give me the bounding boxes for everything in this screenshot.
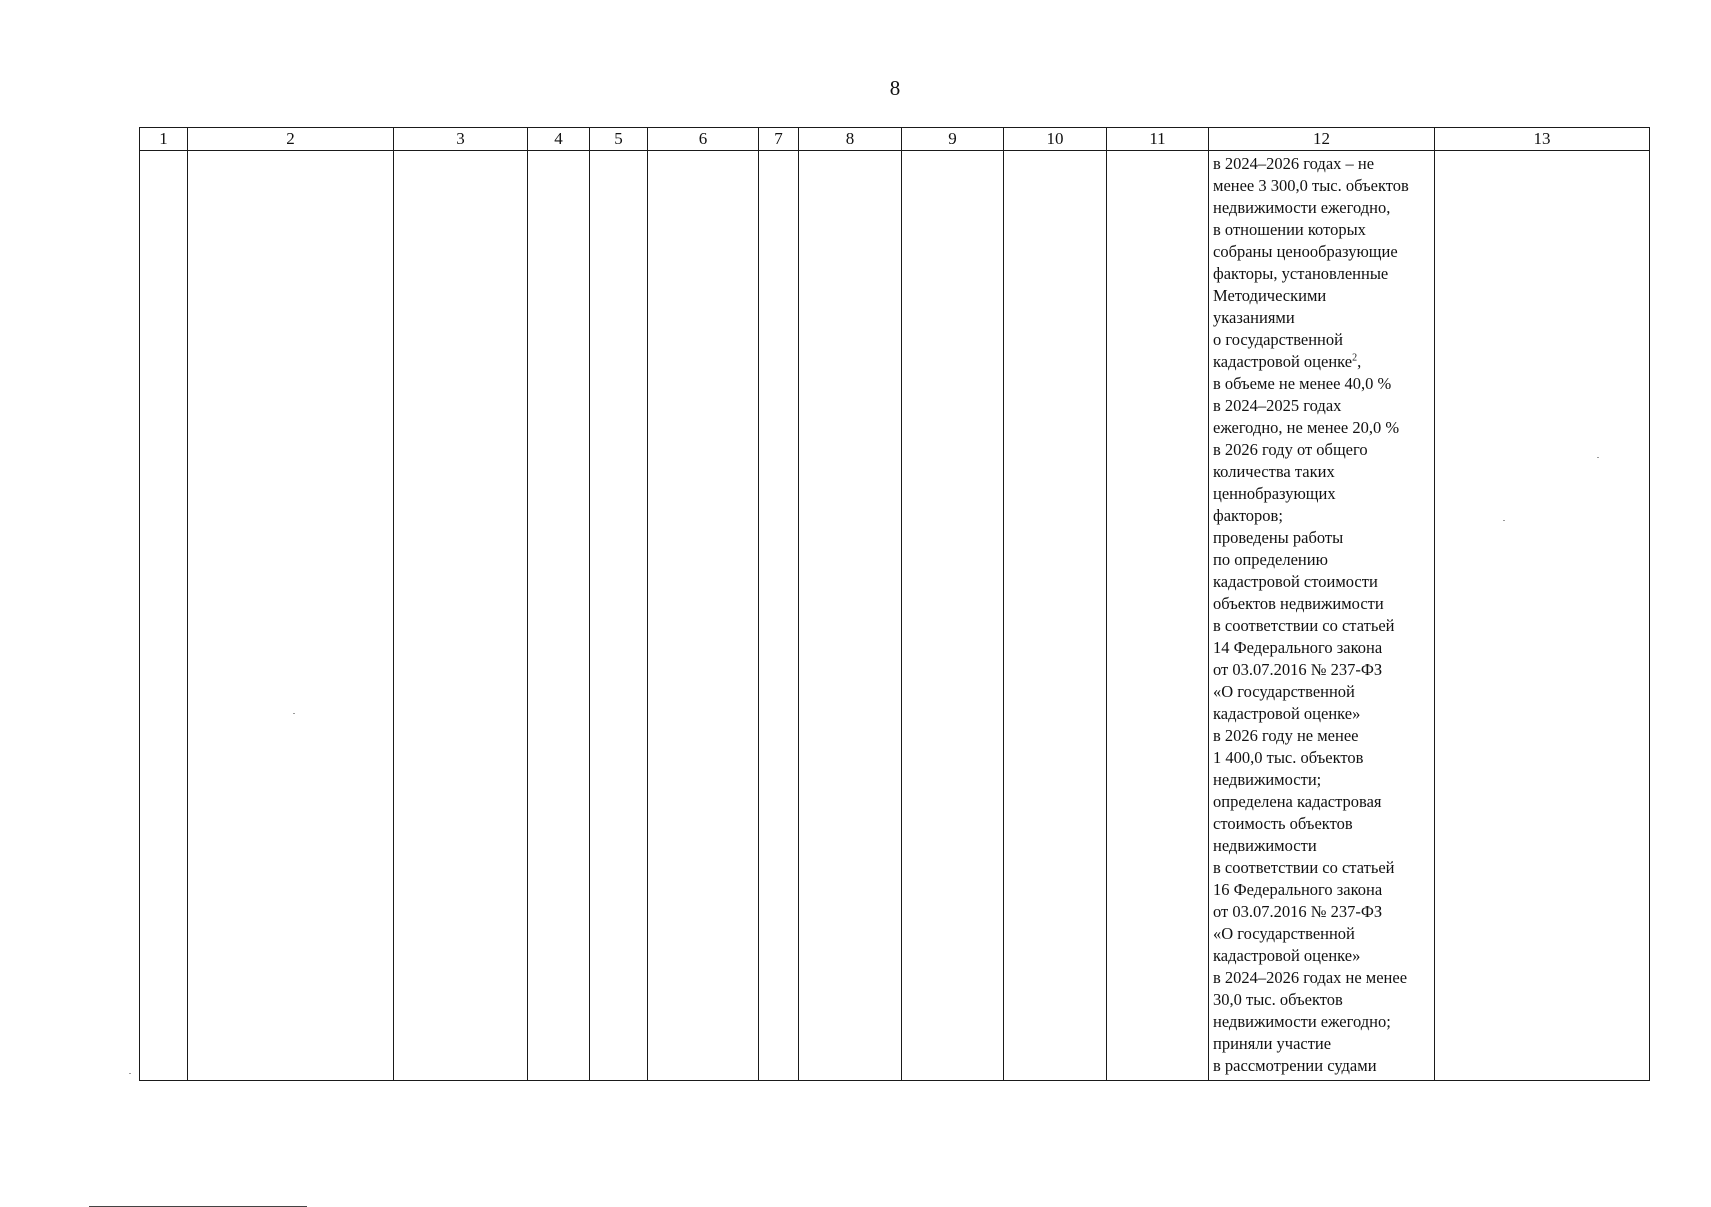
- col12-line: в соответствии со статьей: [1213, 858, 1395, 877]
- col12-line: в 2026 году от общего: [1213, 440, 1368, 459]
- col12-line: собраны ценообразующие: [1213, 242, 1398, 261]
- col12-line: по определению: [1213, 550, 1328, 569]
- cell-col-12: [1209, 151, 1435, 1081]
- col-header-10: 10: [1004, 128, 1107, 151]
- footnote-marker-suffix: ,: [1357, 352, 1362, 371]
- col12-line: о государственной: [1213, 330, 1343, 349]
- page-number: 8: [889, 76, 901, 100]
- col12-line: ценнобразующих: [1213, 484, 1336, 503]
- cell-col-4: [528, 151, 590, 1081]
- scan-speck: [129, 1073, 131, 1074]
- col12-line: в 2026 году не менее: [1213, 726, 1359, 745]
- col12-line: «О государственной: [1213, 924, 1355, 943]
- col12-line: кадастровой оценке»: [1213, 946, 1361, 965]
- col12-line: недвижимости;: [1213, 770, 1322, 789]
- col12-line: 30,0 тыс. объектов: [1213, 990, 1343, 1009]
- col12-line: объектов недвижимости: [1213, 594, 1384, 613]
- col-header-7: 7: [759, 128, 799, 151]
- col12-line: кадастровой оценке»: [1213, 704, 1361, 723]
- col-header-8: 8: [799, 128, 902, 151]
- cell-col-6: [648, 151, 759, 1081]
- col12-line: стоимость объектов: [1213, 814, 1353, 833]
- cell-col-3: [394, 151, 528, 1081]
- col12-text: [1209, 151, 1434, 1077]
- cell-col-7: [759, 151, 799, 1081]
- col-header-3: 3: [394, 128, 528, 151]
- scan-speck: [1503, 520, 1505, 521]
- cell-col-5: [590, 151, 648, 1081]
- cell-col-10: [1004, 151, 1107, 1081]
- col-header-1: 1: [140, 128, 188, 151]
- data-table: [139, 127, 1650, 1081]
- col12-line: недвижимости ежегодно;: [1213, 1012, 1391, 1031]
- col12-line: от 03.07.2016 № 237-ФЗ: [1213, 902, 1383, 921]
- cell-col-11: [1107, 151, 1209, 1081]
- col12-line: кадастровой стоимости: [1213, 572, 1378, 591]
- col12-line: ежегодно, не менее 20,0 %: [1213, 418, 1400, 437]
- col12-line: «О государственной: [1213, 682, 1355, 701]
- col12-line: в 2024–2026 годах не менее: [1213, 968, 1408, 987]
- cell-col-9: [902, 151, 1004, 1081]
- col-header-11: 11: [1107, 128, 1209, 151]
- cell-col-13: [1435, 151, 1650, 1081]
- scan-speck: [1597, 457, 1599, 458]
- col12-line: в отношении которых: [1213, 220, 1366, 239]
- col12-line: кадастровой оценке$^2$,: [1213, 352, 1362, 371]
- col12-line: 16 Федерального закона: [1213, 880, 1383, 899]
- scan-speck: [293, 713, 295, 714]
- col12-line: Методическими: [1213, 286, 1327, 305]
- col12-line: в объеме не менее 40,0 %: [1213, 374, 1392, 393]
- col-header-12: 12: [1209, 128, 1435, 151]
- col12-line: в 2024–2025 годах: [1213, 396, 1342, 415]
- col12-line: в рассмотрении судами: [1213, 1056, 1377, 1075]
- col12-line: 14 Федерального закона: [1213, 638, 1383, 657]
- col12-line: количества таких: [1213, 462, 1335, 481]
- cell-col-1: [140, 151, 188, 1081]
- header-row: [140, 128, 1650, 151]
- col-header-2: 2: [188, 128, 394, 151]
- cell-col-2: [188, 151, 394, 1081]
- col12-line: недвижимости: [1213, 836, 1317, 855]
- footnote-marker: 2: [1352, 352, 1358, 364]
- col-header-6: 6: [648, 128, 759, 151]
- col12-line: в 2024–2026 годах – не: [1213, 154, 1375, 173]
- col12-line: приняли участие: [1213, 1034, 1332, 1053]
- col12-line: менее 3 300,0 тыс. объектов: [1213, 176, 1409, 195]
- col-header-4: 4: [528, 128, 590, 151]
- col12-line: факторы, установленные: [1213, 264, 1389, 283]
- col-header-13: 13: [1435, 128, 1650, 151]
- col-header-5: 5: [590, 128, 648, 151]
- cell-col-8: [799, 151, 902, 1081]
- col12-line: от 03.07.2016 № 237-ФЗ: [1213, 660, 1383, 679]
- col12-line: в соответствии со статьей: [1213, 616, 1395, 635]
- col12-line: недвижимости ежегодно,: [1213, 198, 1391, 217]
- col12-line: факторов;: [1213, 506, 1283, 525]
- table-row: [140, 151, 1650, 1081]
- col12-line: 1 400,0 тыс. объектов: [1213, 748, 1364, 767]
- col12-line: указаниями: [1213, 308, 1295, 327]
- col12-line: определена кадастровая: [1213, 792, 1382, 811]
- col12-line: проведены работы: [1213, 528, 1344, 547]
- col-header-9: 9: [902, 128, 1004, 151]
